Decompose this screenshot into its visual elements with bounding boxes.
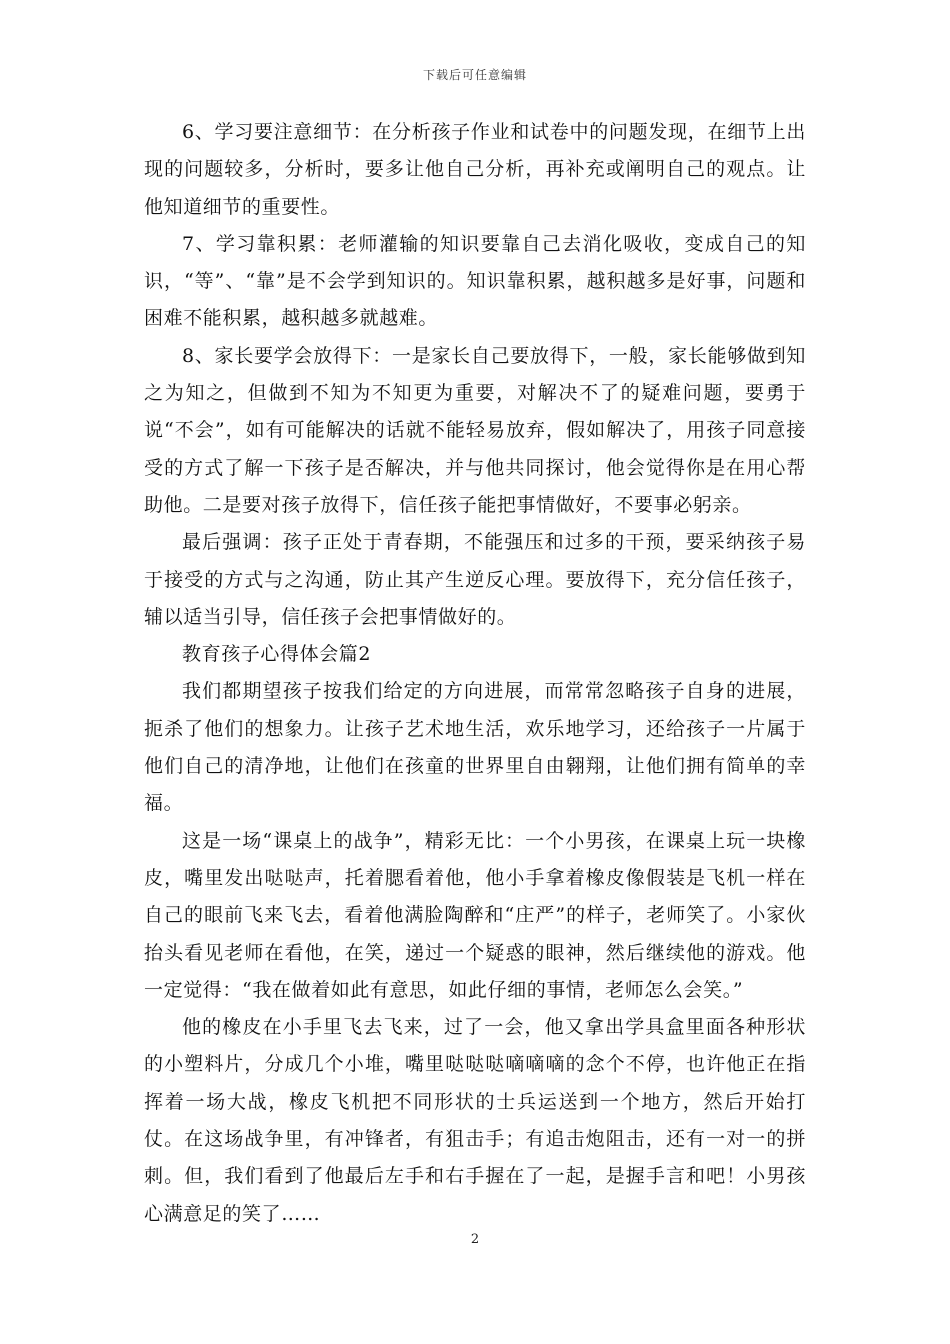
paragraph-let-go-tip: 8、家长要学会放得下：一是家长自己要放得下，一般，家长能够做到知之为知之，但做到不知为不知更为重要，对解决不了的疑难问题，要勇于说“不会”，如有可能解决的话就不能轻易放弃，假如解决了，用孩子同意接受的方式了解一下孩子是否解决，并与他共同探讨，他会觉得你是在用心帮助他。二是要对孩子放得下，信任孩子能把事情做好，不要事必躬亲。 [144,344,806,516]
paragraph-final-emphasis: 最后强调：孩子正处于青春期，不能强压和过多的干预，要采纳孩子易于接受的方式与之沟通，防止其产生逆反心理。要放得下，充分信任孩子，辅以适当引导，信任孩子会把事情做好的。 [144,531,806,628]
paragraph-detail-tip: 6、学习要注意细节：在分析孩子作业和试卷中的问题发现，在细节上出现的问题较多，分析时，要多让他自己分析，再补充或阐明自己的观点。让他知道细节的重要性。 [144,121,806,218]
paragraph-accumulation-tip: 7、学习靠积累：老师灌输的知识要靠自己去消化吸收，变成自己的知识，“等”、“靠”是不会学到知识的。知识靠积累，越积越多是好事，问题和困难不能积累，越积越多就越难。 [144,232,806,330]
document-body [144,114,806,1233]
paragraph-eraser-battle: 他的橡皮在小手里飞去飞来，过了一会，他又拿出学具盒里面各种形状的小塑料片，分成几个小堆，嘴里哒哒哒嘀嘀嘀的念个不停，也许他正在指挥着一场大战，橡皮飞机把不同形状的士兵运送到一个地方，然后开始打仗。在这场战争里，有冲锋者，有狙击手；有追击炮阻击，还有一对一的拼刺。但，我们看到了他最后左手和右手握在了一起，是握手言和吧！小男孩心满意足的笑了…… [144,1016,806,1225]
page-number: 2 [470,1232,480,1247]
page-header: 下载后可任意编辑 [422,68,527,82]
paragraph-imagination: 我们都期望孩子按我们给定的方向进展，而常常忽略孩子自身的进展，扼杀了他们的想象力。让孩子艺术地生活，欢乐地学习，还给孩子一片属于他们自己的清净地，让他们在孩童的世界里自由翱翔，让他们拥有简单的幸福。 [144,680,806,815]
paragraph-desk-war: 这是一场“课桌上的战争”，精彩无比：一个小男孩，在课桌上玩一块橡皮，嘴里发出哒哒声，托着腮看着他，他小手拿着橡皮像假装是飞机一样在自己的眼前飞来飞去，看着他满脸陶醉和“庄严”的样子，老师笑了。小家伙抬头看见老师在看他，在笑，递过一个疑惑的眼神，然后继续他的游戏。他一定觉得：“我在做着如此有意思，如此仔细的事情，老师怎么会笑。” [144,829,806,1001]
section-title: 教育孩子心得体会篇2 [182,643,372,666]
